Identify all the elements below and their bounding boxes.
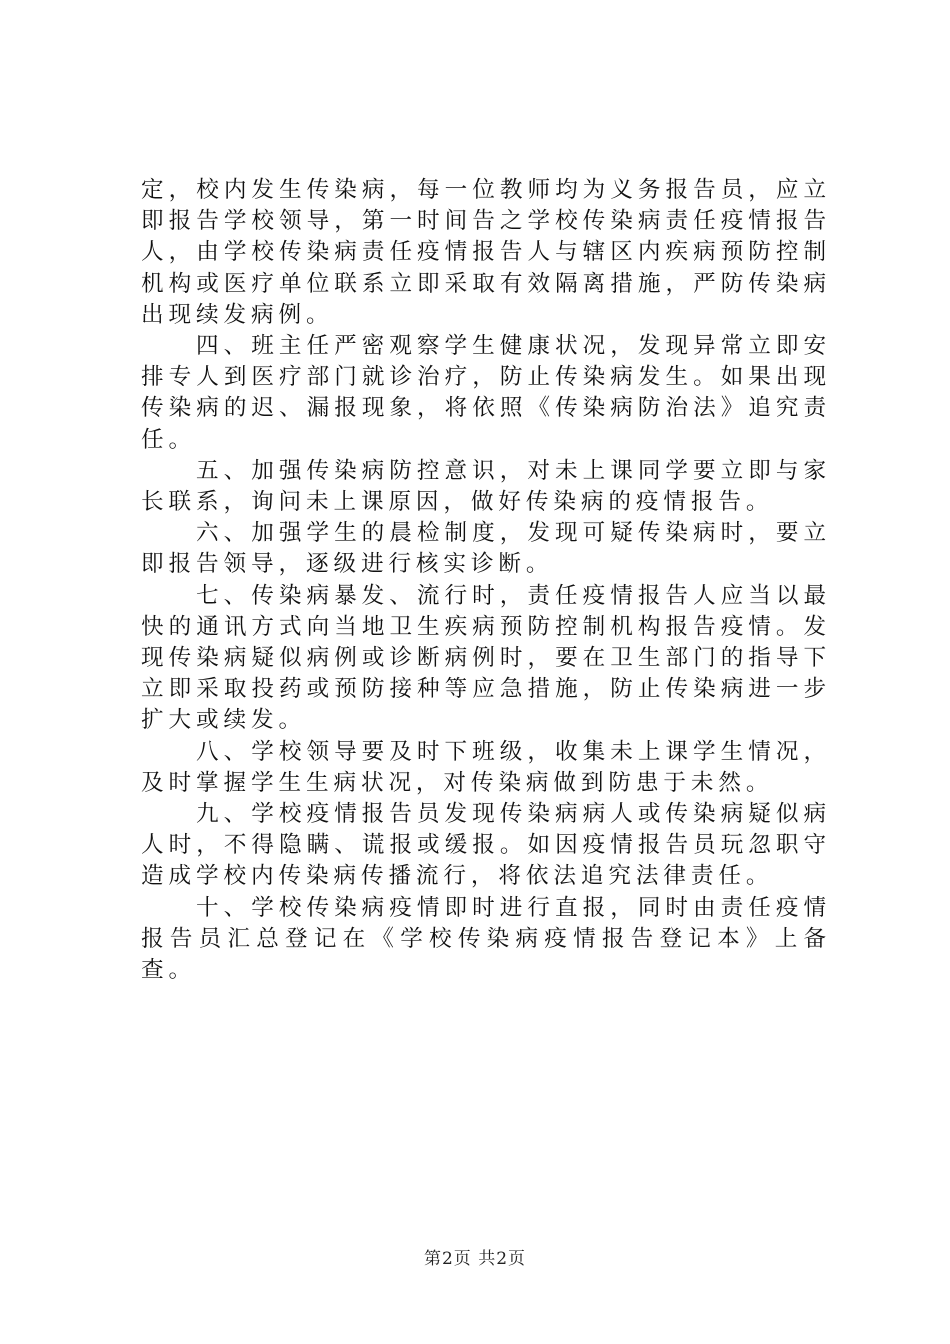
paragraph-item-9: 九、学校疫情报告员发现传染病病人或传染病疑似病人时，不得隐瞒、谎报或缓报。如因疫情报告员玩忽职守造成学校内传染病传播流行，将依法追究法律责任。 (141, 801, 831, 890)
paragraph-item-4: 四、班主任严密观察学生健康状况，发现异常立即安排专人到医疗部门就诊治疗，防止传染病发生。如果出现传染病的迟、漏报现象，将依照《传染病防治法》追究责任。 (141, 333, 831, 453)
paragraph-item-6: 六、加强学生的晨检制度，发现可疑传染病时，要立即报告领导，逐级进行核实诊断。 (141, 520, 831, 578)
paragraph-continuation: 定，校内发生传染病，每一位教师均为义务报告员，应立即报告学校领导，第一时间告之学校传染病责任疫情报告人，由学校传染病责任疫情报告人与辖区内疾病预防控制机构或医疗单位联系立即采取有效隔离措施，严防传染病出现续发病例。 (141, 177, 831, 328)
page-number-footer: 第2页 共2页 (423, 1249, 527, 1269)
paragraph-item-7: 七、传染病暴发、流行时，责任疫情报告人应当以最快的通讯方式向当地卫生疾病预防控制机构报告疫情。发现传染病疑似病例或诊断病例时，要在卫生部门的指导下立即采取投药或预防接种等应急措施，防止传染病进一步扩大或续发。 (141, 582, 831, 734)
document-body (141, 175, 831, 986)
paragraph-item-8: 八、学校领导要及时下班级，收集未上课学生情况，及时掌握学生生病状况，对传染病做到防患于未然。 (141, 738, 831, 796)
paragraph-item-5: 五、加强传染病防控意识，对未上课同学要立即与家长联系，询问未上课原因，做好传染病的疫情报告。 (141, 457, 831, 516)
paragraph-item-10: 十、学校传染病疫情即时进行直报，同时由责任疫情报告员汇总登记在《学校传染病疫情报告登记本》上备查。 (141, 894, 831, 984)
